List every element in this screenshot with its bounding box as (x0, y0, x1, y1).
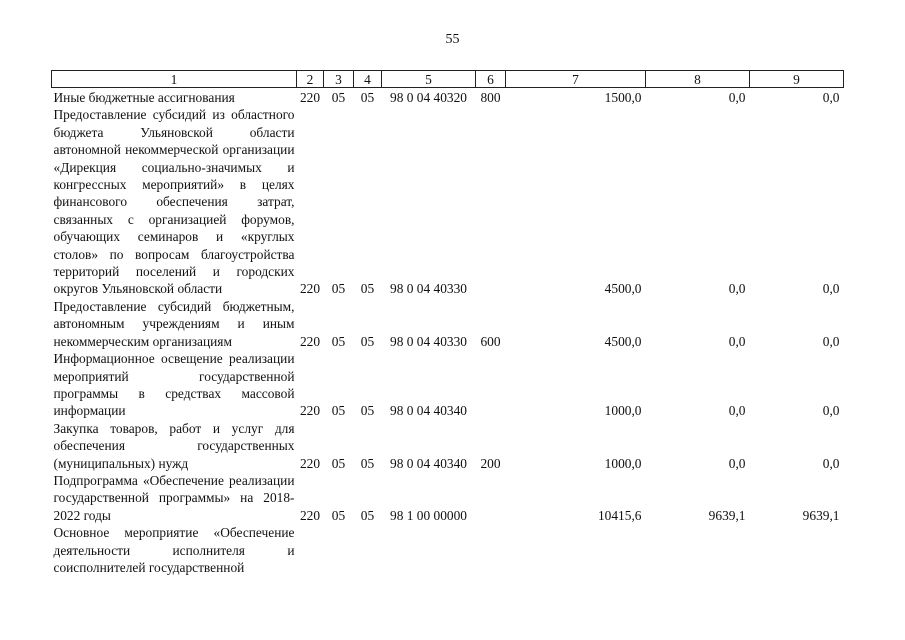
row-csr: 98 0 04 40340 (390, 403, 467, 419)
table-row (52, 350, 844, 420)
row-rz: 05 (331, 333, 346, 349)
col-header-5: 5 (382, 71, 476, 88)
row-name: Предоставление субсидий бюджетным, автономным учреждениям и иным некоммерческим организациям (53, 298, 295, 349)
table-row (52, 106, 844, 297)
row-rz (324, 524, 354, 576)
table-row (52, 472, 844, 524)
row-grbs: 220 (299, 333, 321, 349)
row-sum-1: 4500,0 (604, 281, 642, 297)
col-header-9: 9 (750, 71, 844, 88)
col-header-8: 8 (646, 71, 750, 88)
row-sum-2 (646, 524, 750, 576)
row-sum-1: 4500,0 (604, 333, 642, 349)
row-rz: 05 (331, 281, 346, 297)
row-csr: 98 0 04 40330 (390, 281, 467, 297)
row-vr (476, 524, 506, 576)
row-sum-2: 0,0 (728, 333, 746, 349)
col-header-1: 1 (52, 71, 297, 88)
row-sum-1 (506, 524, 646, 576)
row-vr: 600 (480, 333, 501, 349)
row-sum-3: 0,0 (822, 455, 840, 471)
row-csr (382, 524, 476, 576)
row-pr: 05 (360, 455, 375, 471)
row-csr: 98 0 04 40330 (390, 333, 467, 349)
page-number: 55 (445, 32, 460, 47)
row-pr (354, 524, 382, 576)
row-csr: 98 0 04 40320 (390, 90, 467, 105)
row-pr: 05 (360, 403, 375, 419)
row-vr (476, 350, 506, 420)
row-name: Иные бюджетные ассигнования (53, 90, 235, 105)
row-sum-2: 0,0 (728, 281, 746, 297)
row-grbs: 220 (299, 507, 321, 523)
row-grbs: 220 (299, 403, 321, 419)
row-sum-3: 0,0 (822, 90, 840, 105)
row-grbs: 220 (299, 455, 321, 471)
row-sum-3: 0,0 (822, 333, 840, 349)
row-rz: 05 (331, 90, 346, 105)
row-name: Подпрограмма «Обеспечение реализации государственной программы» на 2018-2022 годы (53, 472, 295, 523)
row-sum-1: 1000,0 (604, 455, 642, 471)
col-header-7: 7 (506, 71, 646, 88)
row-grbs (297, 524, 324, 576)
row-vr (476, 106, 506, 297)
row-sum-3: 0,0 (822, 403, 840, 419)
table-row (52, 298, 844, 350)
table-row (52, 88, 844, 107)
row-csr: 98 1 00 00000 (390, 507, 467, 523)
row-pr: 05 (360, 507, 375, 523)
row-name: Информационное освещение реализации мероприятий государственной программы в средствах массовой информации (53, 351, 295, 419)
row-pr: 05 (360, 281, 375, 297)
table-row (52, 524, 844, 576)
row-rz: 05 (331, 403, 346, 419)
col-header-3: 3 (324, 71, 354, 88)
col-header-6: 6 (476, 71, 506, 88)
row-name: Основное мероприятие «Обеспечение деятельности исполнителя и соисполнителей государственной (53, 525, 295, 575)
row-sum-1: 1500,0 (604, 90, 642, 105)
row-pr: 05 (360, 333, 375, 349)
row-sum-3: 9639,1 (802, 507, 840, 523)
table-row (52, 420, 844, 472)
row-csr: 98 0 04 40340 (390, 455, 467, 471)
row-rz: 05 (331, 507, 346, 523)
col-header-2: 2 (297, 71, 324, 88)
row-sum-2: 9639,1 (708, 507, 746, 523)
row-sum-2: 0,0 (728, 455, 746, 471)
row-name: Закупка товаров, работ и услуг для обеспечения государственных (муниципальных) нужд (53, 420, 295, 471)
budget-table (51, 70, 844, 576)
header-row (52, 71, 844, 88)
row-grbs: 220 (299, 281, 321, 297)
row-pr: 05 (360, 90, 375, 105)
row-sum-3: 0,0 (822, 281, 840, 297)
row-vr (476, 472, 506, 524)
col-header-4: 4 (354, 71, 382, 88)
row-sum-2: 0,0 (728, 90, 746, 105)
row-rz: 05 (331, 455, 346, 471)
row-grbs: 220 (299, 90, 321, 105)
row-sum-3 (750, 524, 844, 576)
row-sum-2: 0,0 (728, 403, 746, 419)
row-sum-1: 10415,6 (597, 507, 642, 523)
row-vr: 800 (480, 90, 501, 105)
row-sum-1: 1000,0 (604, 403, 642, 419)
row-name: Предоставление субсидий из областного бюджета Ульяновской области автономной некоммерческой организации «Дирекция социально-значимых и конгрессных мероприятий» в целях финансового обеспечения затрат, связанных с организацией форумов, обучающих семинаров и «круглых столов» по вопросам благоустройства территорий поселений и городских округов Ульяновской области (53, 107, 295, 297)
row-vr: 200 (480, 455, 501, 471)
